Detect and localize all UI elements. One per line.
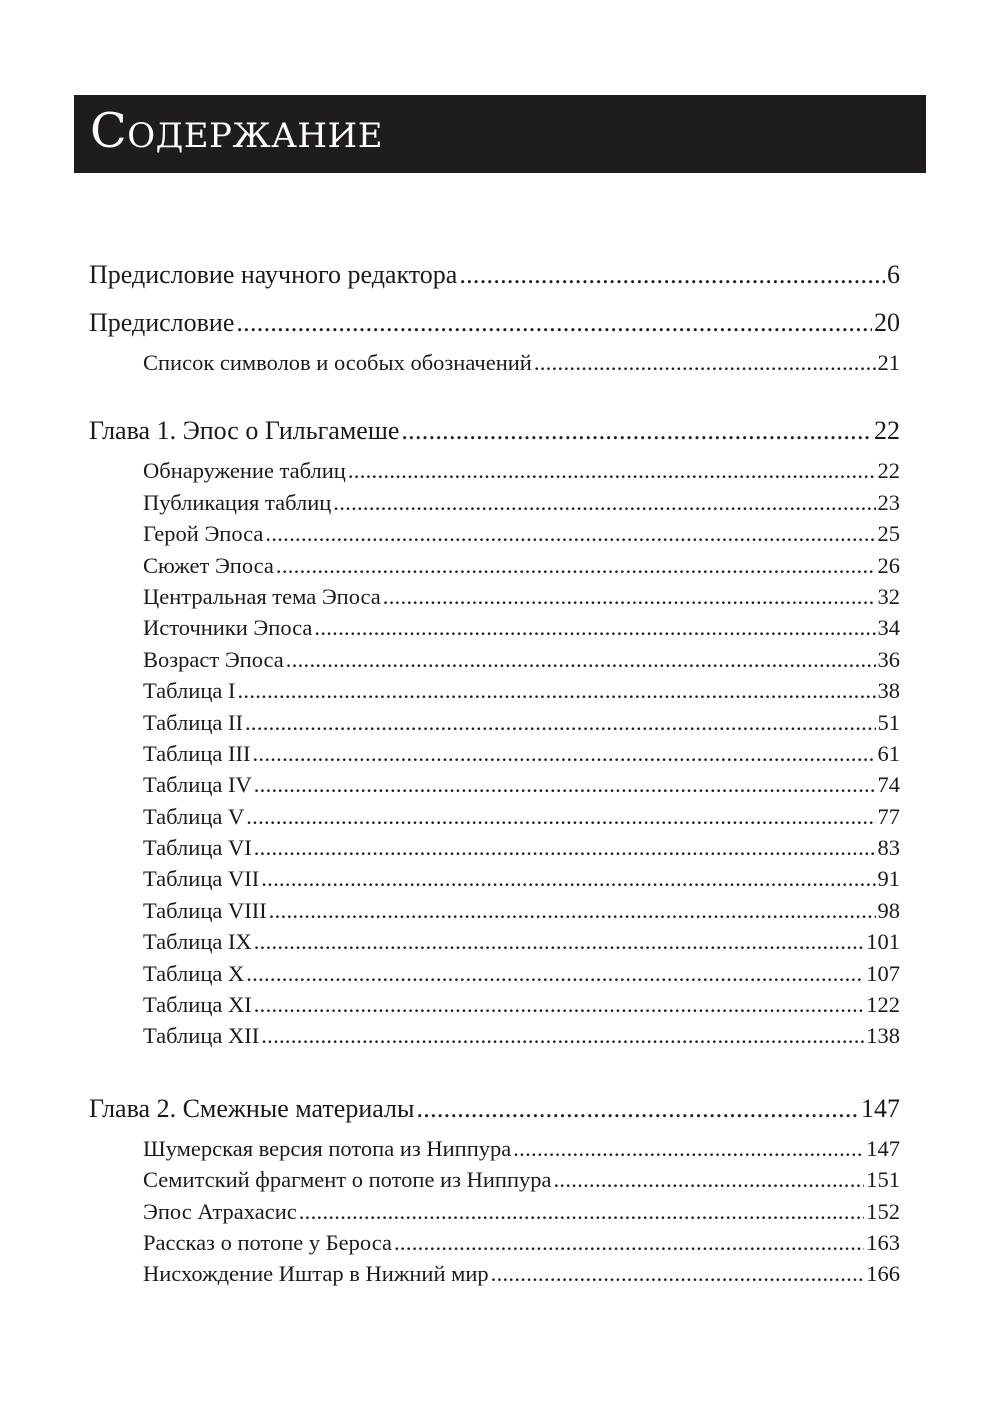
entry-page-number: 74 — [877, 772, 900, 798]
toc-chapter-entry[interactable] — [89, 1085, 900, 1133]
entry-page-number: 6 — [887, 260, 900, 289]
entry-page-number: 98 — [877, 897, 900, 923]
toc-section-entry[interactable] — [143, 550, 900, 581]
toc-chapter-entry[interactable] — [89, 299, 900, 347]
dot-leader — [246, 958, 864, 989]
dot-leader — [254, 926, 865, 957]
entry-page-number: 34 — [877, 615, 900, 641]
contents-header — [74, 95, 926, 173]
dot-leader — [254, 989, 865, 1020]
toc-chapter-entry[interactable] — [89, 251, 900, 299]
entry-title: Таблица III — [143, 740, 251, 766]
dot-leader — [333, 487, 875, 518]
entry-title: Таблица XI — [143, 992, 252, 1018]
dot-leader — [276, 550, 876, 581]
dot-leader — [416, 1085, 859, 1133]
entry-page-number: 166 — [866, 1261, 900, 1287]
entry-title: Таблица XII — [143, 1023, 260, 1049]
entry-page-number: 107 — [866, 960, 900, 986]
toc-section-entry[interactable] — [143, 455, 900, 486]
entry-title: Шумерская версия потопа из Ниппура — [143, 1135, 512, 1161]
entry-title: Сюжет Эпоса — [143, 552, 274, 578]
entry-title: Таблица X — [143, 960, 245, 986]
toc-section-entry[interactable] — [143, 926, 900, 957]
entry-page-number: 21 — [877, 350, 900, 375]
entry-title: Таблица II — [143, 709, 243, 735]
dot-leader — [314, 612, 875, 643]
dot-leader — [299, 1196, 865, 1227]
entry-page-number: 26 — [877, 552, 900, 578]
dot-leader — [553, 1164, 864, 1195]
entry-title: Таблица IX — [143, 929, 252, 955]
entry-page-number: 147 — [866, 1135, 900, 1161]
toc-section-entry[interactable] — [143, 612, 900, 643]
entry-title: Источники Эпоса — [143, 615, 313, 641]
entry-page-number: 152 — [866, 1198, 900, 1224]
toc-section-entry[interactable] — [143, 1227, 900, 1258]
dot-leader — [246, 801, 875, 832]
table-of-contents — [89, 251, 900, 1290]
entry-title: Рассказ о потопе у Бероса — [143, 1229, 392, 1255]
entry-page-number: 22 — [874, 416, 900, 446]
entry-title: Эпос Атрахасис — [143, 1198, 297, 1224]
toc-section-entry[interactable] — [143, 1196, 900, 1227]
toc-section-entry[interactable] — [143, 1133, 900, 1164]
group-spacer — [89, 1052, 900, 1085]
entry-page-number: 38 — [877, 678, 900, 704]
entry-page-number: 23 — [877, 489, 900, 515]
dot-leader — [236, 299, 872, 347]
entry-title: Семитский фрагмент о потопе из Ниппура — [143, 1167, 552, 1193]
dot-leader — [261, 863, 875, 894]
dot-leader — [261, 1020, 864, 1051]
entry-title: Глава 2. Смежные материалы — [89, 1093, 415, 1123]
entry-title: Список символов и особых обозначений — [143, 350, 532, 375]
dot-leader — [348, 455, 876, 486]
toc-section-entry[interactable] — [143, 738, 900, 769]
entry-page-number: 83 — [877, 835, 900, 861]
entry-page-number: 91 — [877, 866, 900, 892]
dot-leader — [401, 407, 872, 455]
dot-leader — [269, 895, 876, 926]
toc-section-entry[interactable] — [143, 895, 900, 926]
entry-page-number: 32 — [877, 583, 900, 609]
entry-page-number: 36 — [877, 646, 900, 672]
toc-section-entry[interactable] — [143, 769, 900, 800]
toc-section-entry[interactable] — [143, 801, 900, 832]
entry-title: Глава 1. Эпос о Гильгамеше — [89, 416, 400, 446]
entry-title: Возраст Эпоса — [143, 646, 284, 672]
toc-section-entry[interactable] — [143, 707, 900, 738]
dot-leader — [383, 581, 876, 612]
entry-page-number: 77 — [877, 803, 900, 829]
toc-section-entry[interactable] — [143, 1164, 900, 1195]
entry-title: Обнаружение таблиц — [143, 458, 346, 484]
dot-leader — [513, 1133, 864, 1164]
dot-leader — [286, 644, 876, 675]
entry-title: Публикация таблиц — [143, 489, 332, 515]
toc-section-entry[interactable] — [143, 863, 900, 894]
toc-section-entry[interactable] — [143, 675, 900, 706]
dot-leader — [459, 251, 885, 299]
entry-title: Таблица IV — [143, 772, 252, 798]
entry-page-number: 101 — [866, 929, 900, 955]
dot-leader — [394, 1227, 864, 1258]
entry-page-number: 61 — [877, 740, 900, 766]
entry-title: Нисхождение Иштар в Нижний мир — [143, 1261, 489, 1287]
entry-title: Таблица V — [143, 803, 245, 829]
toc-section-entry[interactable] — [143, 581, 900, 612]
entry-page-number: 20 — [874, 308, 900, 337]
dot-leader — [265, 518, 875, 549]
dot-leader — [254, 769, 876, 800]
dot-leader — [237, 675, 875, 706]
entry-title: Предисловие — [89, 308, 235, 337]
entry-page-number: 51 — [877, 709, 900, 735]
entry-title: Таблица VI — [143, 835, 252, 861]
dot-leader — [252, 738, 875, 769]
toc-section-entry[interactable] — [143, 347, 900, 378]
toc-section-entry[interactable] — [143, 1020, 900, 1051]
entry-title: Предисловие научного редактора — [89, 260, 458, 289]
entry-page-number: 22 — [877, 458, 900, 484]
toc-section-entry[interactable] — [143, 518, 900, 549]
toc-chapter-entry[interactable] — [89, 407, 900, 455]
toc-section-entry[interactable] — [143, 989, 900, 1020]
entry-page-number: 163 — [866, 1229, 900, 1255]
entry-title: Герой Эпоса — [143, 521, 264, 547]
toc-section-entry[interactable] — [143, 1258, 900, 1289]
page-title: Содержание — [90, 103, 384, 159]
toc-section-entry[interactable] — [143, 958, 900, 989]
toc-section-entry[interactable] — [143, 644, 900, 675]
entry-page-number: 151 — [866, 1167, 900, 1193]
toc-section-entry[interactable] — [143, 832, 900, 863]
entry-title: Таблица I — [143, 678, 236, 704]
dot-leader — [534, 347, 876, 378]
toc-section-entry[interactable] — [143, 487, 900, 518]
dot-leader — [254, 832, 876, 863]
entry-page-number: 147 — [861, 1093, 900, 1123]
group-spacer — [89, 378, 900, 407]
entry-page-number: 25 — [877, 521, 900, 547]
dot-leader — [245, 707, 876, 738]
entry-page-number: 138 — [866, 1023, 900, 1049]
entry-title: Таблица VIII — [143, 897, 267, 923]
entry-page-number: 122 — [866, 992, 900, 1018]
dot-leader — [491, 1258, 865, 1289]
entry-title: Таблица VII — [143, 866, 260, 892]
entry-title: Центральная тема Эпоса — [143, 583, 381, 609]
